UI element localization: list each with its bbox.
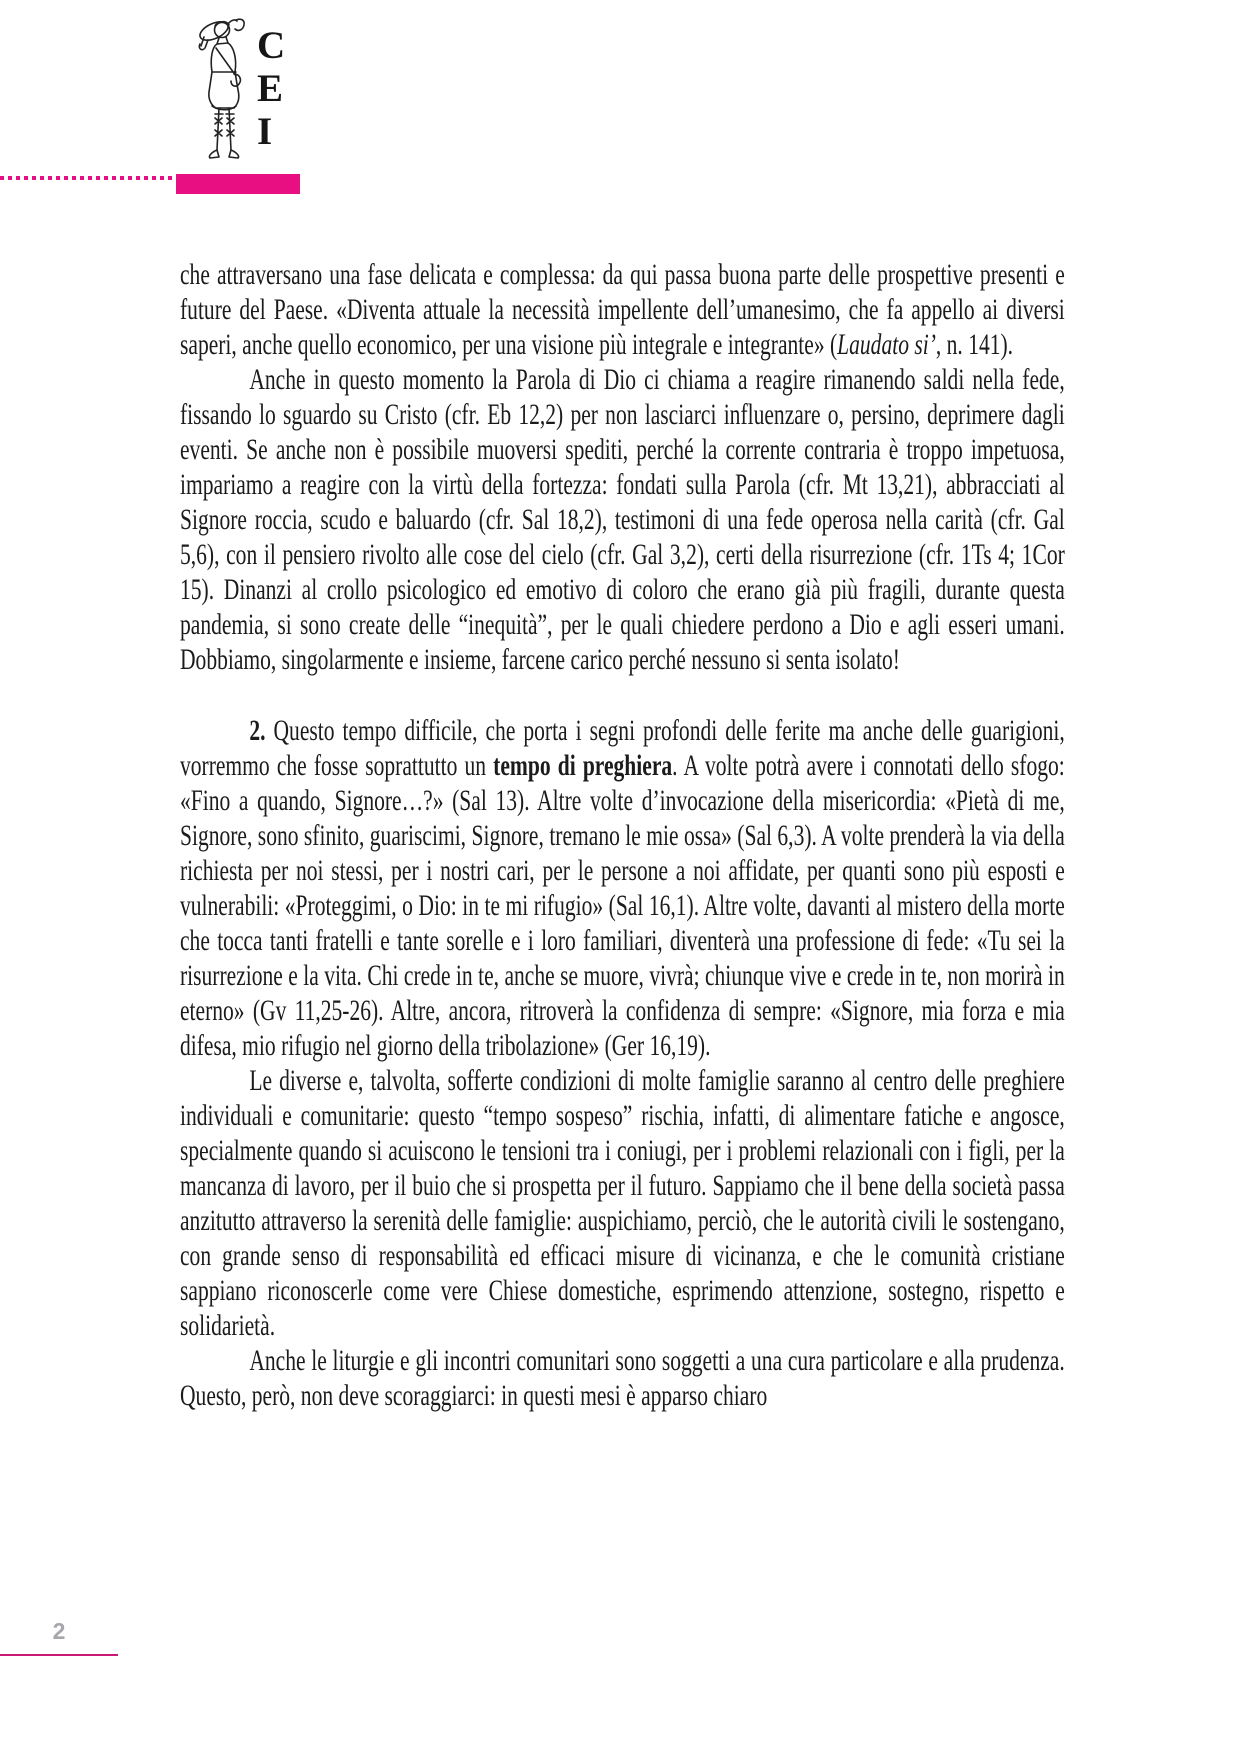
body-text	[180, 258, 1065, 1414]
paragraph	[180, 258, 1065, 363]
logo-letter-c: C	[257, 24, 286, 67]
logo-figure	[192, 14, 256, 166]
paragraph	[180, 1064, 1065, 1344]
logo-letters	[257, 26, 285, 152]
dotted-rule	[0, 176, 172, 180]
paragraph	[180, 714, 1065, 1064]
text-segment: Anche le liturgie e gli incontri comunitari sono soggetti a una cura particolare e alla prudenza. Questo, però, non deve scoraggiarci: in questi mesi è apparso chiaro	[180, 1345, 1065, 1412]
accent-bar	[176, 174, 300, 194]
text-segment-bold: 2.	[249, 715, 266, 747]
text-segment-italic: Laudato si’	[837, 329, 936, 361]
paragraph	[180, 363, 1065, 678]
text-segment: che attraversano una fase delicata e complessa: da qui passa buona parte delle prospettive presenti e future del Paese. «Diventa attuale la necessità impellente dell’umanesimo, che fa appello ai diversi saperi, anche quello economico, per una visione più integrale e integrante» (	[180, 259, 1065, 361]
logo-letter-i: I	[257, 110, 273, 153]
footer-rule	[0, 1654, 118, 1656]
text-segment: , n. 141).	[935, 329, 1014, 361]
good-shepherd-icon	[192, 14, 256, 166]
text-segment-bold: tempo di preghiera	[493, 750, 673, 782]
logo-letter-e: E	[257, 67, 284, 110]
paragraph	[180, 1344, 1065, 1414]
text-segment: Le diverse e, talvolta, sofferte condizioni di molte famiglie saranno al centro delle preghiere individuali e comunitarie: questo “tempo sospeso” rischia, infatti, di alimentare fatiche e angosce, specialmente quando si acuiscono le tensioni tra i coniugi, per i problemi relazionali con i figli, per la mancanza di lavoro, per il buio che si prospetta per il futuro. Sappiamo che il bene della società passa anzitutto attraverso la serenità delle famiglie: auspichiamo, perciò, che le autorità civili le sostengano, con grande senso di responsabilità ed efficaci misure di vicinanza, e che le comunità cristiane sappiano riconoscerle come vere Chiese domestiche, esprimendo attenzione, sostegno, rispetto e solidarietà.	[180, 1065, 1065, 1342]
page-number: 2	[52, 1618, 66, 1644]
footer	[0, 1618, 118, 1656]
text-segment: Anche in questo momento la Parola di Dio ci chiama a reagire rimanendo saldi nella fede, fissando lo sguardo su Cristo (cfr. Eb 12,2) per non lasciarci influenzare o, persino, deprimere dagli eventi. Se anche non è possibile muoversi spediti, perché la corrente contraria è troppo impetuosa, impariamo a reagire con la virtù della fortezza: fondati sulla Parola (cfr. Mt 13,21), abbracciati al Signore roccia, scudo e baluardo (cfr. Sal 18,2), testimoni di una fede operosa nella carità (cfr. Gal 5,6), con il pensiero rivolto alle cose del cielo (cfr. Gal 3,2), certi della risurrezione (cfr. 1Ts 4; 1Cor 15). Dinanzi al crollo psicologico ed emotivo di coloro che erano già più fragili, durante questa pandemia, si sono create delle “inequità”, per le quali chiedere perdono a Dio e agli esseri umani. Dobbiamo, singolarmente e insieme, farcene carico perché nessuno si senta isolato!	[180, 364, 1065, 676]
text-segment: . A volte potrà avere i connotati dello sfogo: «Fino a quando, Signore…?» (Sal 13). Altre volte d’invocazione della misericordia: «Pietà di me, Signore, sono sfinito, guariscimi, Signore, tremano le mie ossa» (Sal 6,3). A volte prenderà la via della richiesta per noi stessi, per i nostri cari, per le persone a noi affidate, per quanti sono più esposti e vulnerabili: «Proteggimi, o Dio: in te mi rifugio» (Sal 16,1). Altre volte, davanti al mistero della morte che tocca tanti fratelli e tante sorelle e i loro familiari, diventerà una professione di fede: «Tu sei la risurrezione e la vita. Chi crede in te, anche se muore, vivrà; chiunque vive e crede in te, non morirà in eterno» (Gv 11,25-26). Altre, ancora, ritroverà la confidenza di sempre: «Signore, mia forza e mia difesa, mio rifugio nel giorno della tribolazione» (Ger 16,19).	[180, 750, 1065, 1062]
text-segment: Questo tempo difficile, che porta i segni profondi delle ferite ma anche delle guarigioni, vorremmo che fosse soprattutto un	[180, 715, 1065, 782]
